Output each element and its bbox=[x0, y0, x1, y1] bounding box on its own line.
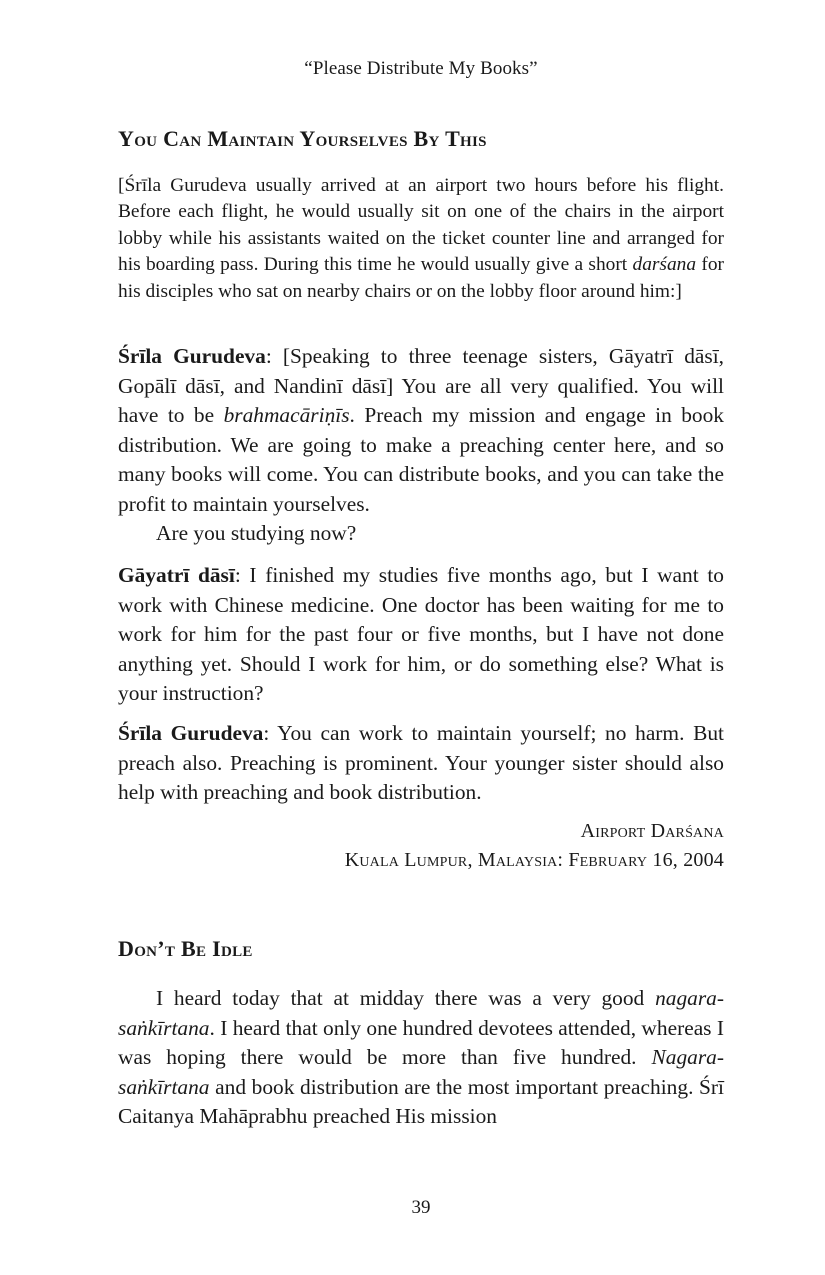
dialogue-text: : I finished my studies five months ago, but I want to work with Chinese medicine. One doctor has been waiting for me to work for him for the past four or five months, but I have not done anything yet. Should I work for him, or do something else? What is your instruction? bbox=[118, 563, 724, 705]
speaker-name: Gāyatrī dāsī bbox=[118, 563, 235, 587]
book-page bbox=[118, 0, 724, 1275]
dialogue-term: brahmacāriṇīs bbox=[223, 403, 350, 427]
running-head: “Please Distribute My Books” bbox=[304, 58, 538, 79]
intro-term: darśana bbox=[632, 254, 697, 276]
page-number: 39 bbox=[411, 1197, 431, 1218]
dialogue-question: Are you studying now? bbox=[156, 521, 357, 545]
dialogue-text: . Preach my mission and engage in book distribution. We are going to make a preaching center here, and so many books will come. You can distribute books, and you can take the profit to maintain yourselves. bbox=[118, 403, 725, 516]
body-term: Nagara-saṅkīrtana bbox=[118, 1045, 724, 1099]
dialogue-text: : [Speaking to three teenage sisters, Gāyatrī dāsī, Gopālī dāsī, and Nandinī dāsī] You are all very qualified. You will have to be bbox=[118, 344, 724, 427]
dialogue-text: : You can work to maintain yourself; no harm. But preach also. Preaching is prominent. Your younger sister should also help with preaching and book distribution. bbox=[118, 721, 724, 804]
dialogue-paragraph-gurudeva-1 bbox=[118, 342, 724, 519]
body-term: nagara-saṅkīrtana bbox=[118, 986, 724, 1040]
body-text: I heard today that at midday there was a very good bbox=[156, 986, 656, 1010]
attribution-location: Airport Darśana bbox=[580, 820, 724, 842]
intro-text-1: [Śrīla Gurudeva usually arrived at an airport two hours before his flight. Before each flight, he would usually sit on one of the chairs in the airport lobby while his assistants waited on the ticket counter line and arranged for his boarding pass. During this time he would usually give a short bbox=[118, 175, 724, 276]
body-paragraph-nagara-sankirtana bbox=[118, 984, 724, 1132]
attribution-date: Kuala Lumpur, Malaysia: February 16, 2004 bbox=[344, 849, 724, 871]
section-title-dont-be-idle: Don’t Be Idle bbox=[118, 936, 253, 961]
body-text: . I heard that only one hundred devotees attended, whereas I was hoping there would be more than five hundred. bbox=[118, 1015, 724, 1069]
dialogue-paragraph-gurudeva-2 bbox=[118, 719, 724, 808]
section-title-maintain-yourselves: You Can Maintain Yourselves By This bbox=[118, 126, 487, 151]
dialogue-paragraph-gayatri bbox=[118, 561, 724, 709]
speaker-name: Śrīla Gurudeva bbox=[118, 344, 266, 368]
intro-text-2: for his disciples who sat on nearby chairs or on the lobby floor around him:] bbox=[118, 254, 724, 302]
body-text: and book distribution are the most important preaching. Śrī Caitanya Mahāprabhu preached His mission bbox=[118, 1074, 724, 1128]
speaker-name: Śrīla Gurudeva bbox=[118, 721, 264, 745]
intro-paragraph bbox=[118, 173, 724, 305]
